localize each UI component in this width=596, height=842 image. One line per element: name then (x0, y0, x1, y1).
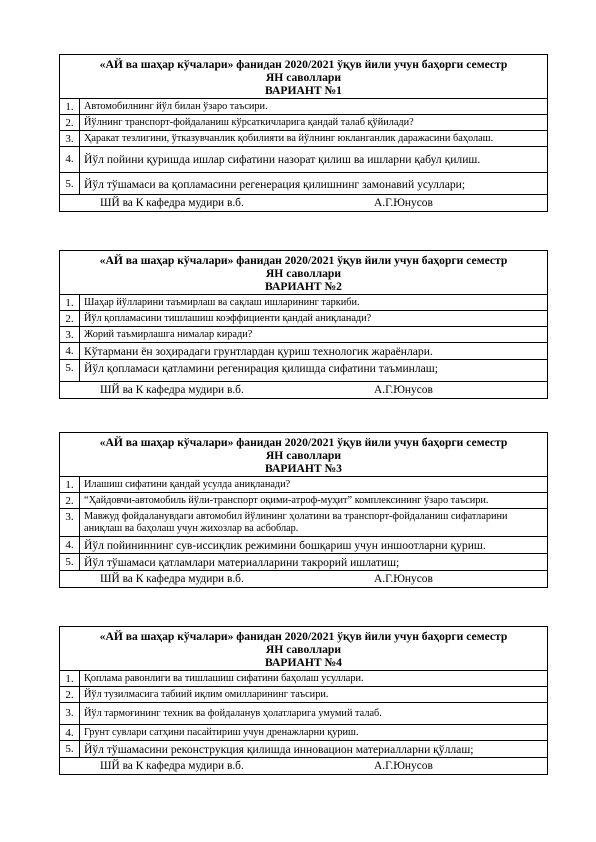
question-row (60, 147, 547, 173)
variant-number: ВАРИАНТ №3 (265, 462, 342, 475)
question-number: 5. (60, 360, 80, 381)
question-number: 4. (60, 537, 80, 553)
question-row (60, 115, 547, 131)
question-number: 2. (60, 115, 80, 130)
question-number: 3. (60, 703, 80, 724)
variant-number: ВАРИАНТ №1 (265, 84, 342, 97)
question-text: Ҳаракат тезлигини, ўтказувчанлик қобилияти ва йўлнинг юкланганлик даражасини баҳолаш. (84, 133, 494, 144)
course-title: «АЙ ва шаҳар кўчалари» фанидан 2020/2021 ўқув йили учун баҳорги семестр (99, 254, 508, 267)
question-row (60, 295, 547, 311)
variant-number: ВАРИАНТ №2 (265, 280, 342, 293)
signature-line (60, 195, 547, 211)
signer-role: ШЙ ва К кафедра мудири в.б. (100, 760, 244, 772)
question-number: 4. (60, 147, 80, 172)
question-text: Йўл тўшамаси қатламлари материалларини такрорий ишлатиш; (84, 556, 400, 569)
signer-role: ШЙ ва К кафедра мудири в.б. (100, 384, 244, 396)
signature-line (60, 382, 547, 398)
question-text: Илашиш сифатини қандай усулда аниқланади? (84, 479, 291, 490)
question-text: Қоплама равонлиги ва тишлашиш сифатини баҳолаш усуллари. (84, 673, 364, 684)
question-number: 4. (60, 343, 80, 359)
question-row (60, 493, 547, 509)
question-row (60, 671, 547, 687)
question-number: 1. (60, 295, 80, 310)
variant-header (60, 627, 547, 671)
question-row (60, 741, 547, 758)
question-text: Грунт сувлари сатҳини пасайтириш учун дренажларни қуриш. (84, 727, 359, 738)
signer-role: ШЙ ва К кафедра мудири в.б. (100, 197, 244, 209)
question-row (60, 509, 547, 537)
question-text: Йўл пойининнинг сув-иссиқлик режимини бошқариш учун иншоотларни қуриш. (84, 539, 486, 552)
question-row (60, 703, 547, 725)
question-row (60, 477, 547, 493)
variant-header (60, 251, 547, 295)
question-number: 1. (60, 99, 80, 114)
question-number: 2. (60, 493, 80, 508)
question-text: Йўл тузилмасига табиий иқлим омилларининг таъсири. (84, 689, 329, 700)
variant-header (60, 433, 547, 477)
signer-name: А.Г.Юнусов (374, 573, 433, 585)
question-number: 3. (60, 509, 80, 536)
signer-name: А.Г.Юнусов (374, 760, 433, 772)
question-text: Мавжуд фойдаланувдаги автомобил йўлининг ҳолатини ва транспорт-фойдаланиш сифатларини аниқлаш ва баҳолаш учун жихозлар ва асбоблар. (84, 511, 508, 534)
course-title: «АЙ ва шаҳар кўчалари» фанидан 2020/2021 ўқув йили учун баҳорги семестр (99, 58, 508, 71)
signer-role: ШЙ ва К кафедра мудири в.б. (100, 573, 244, 585)
question-row (60, 131, 547, 147)
variant-card-1 (59, 54, 548, 212)
question-text: Йўлнинг транспорт-фойдаланиш кўрсаткичларига қандай талаб қўйилади? (84, 117, 414, 128)
question-row (60, 343, 547, 360)
signature-line (60, 571, 547, 587)
question-number: 5. (60, 173, 80, 194)
question-row (60, 725, 547, 741)
variant-card-4 (59, 626, 548, 775)
variant-card-2 (59, 250, 548, 399)
question-text: Йўл тўшамасини реконструкция қилишда инновацион материалларни қўллаш; (84, 743, 474, 756)
question-row (60, 327, 547, 343)
question-row (60, 173, 547, 195)
question-text: “Ҳайдовчи-автомобиль йўли-транспорт оқими-атроф-муҳит” комплексининг ўзаро таъсири. (84, 495, 489, 506)
question-number: 2. (60, 687, 80, 702)
question-text: Йўл қопламасини тишлашиш коэффициенти қандай аниқланади? (84, 313, 372, 324)
question-text: Йўл тўшамаси ва қопламасини регенерация қилишнинг замонавий усуллари; (84, 178, 466, 191)
question-number: 3. (60, 327, 80, 342)
question-number: 1. (60, 671, 80, 686)
signature-line (60, 758, 547, 774)
exam-type: ЯН саволлари (265, 71, 342, 84)
variant-header (60, 55, 547, 99)
question-text: Автомобилнинг йўл билан ўзаро таъсири. (84, 101, 268, 112)
question-number: 1. (60, 477, 80, 492)
exam-type: ЯН саволлари (265, 449, 342, 462)
question-number: 5. (60, 741, 80, 757)
question-text: Кўтармани ён зоҳирадаги грунтлардан қуриш технологик жараёнлари. (84, 345, 433, 358)
question-number: 2. (60, 311, 80, 326)
question-row (60, 360, 547, 382)
question-text: Йўл қопламаси қатламини регенирация қилишда сифатини таъминлаш; (84, 362, 438, 375)
question-row (60, 537, 547, 554)
course-title: «АЙ ва шаҳар кўчалари» фанидан 2020/2021 ўқув йили учун баҳорги семестр (99, 630, 508, 643)
variant-card-3 (59, 432, 548, 588)
variant-number: ВАРИАНТ №4 (265, 656, 342, 669)
signer-name: А.Г.Юнусов (374, 197, 433, 209)
question-row (60, 554, 547, 571)
question-row (60, 687, 547, 703)
question-row (60, 311, 547, 327)
signer-name: А.Г.Юнусов (374, 384, 433, 396)
question-number: 3. (60, 131, 80, 146)
question-text: Йўл тармоғининг техник ва фойдаланув ҳолатларига умумий талаб. (84, 708, 382, 719)
question-text: Шаҳар йўлларини таъмирлаш ва сақлаш ишларининг таркиби. (84, 297, 360, 308)
question-text: Йўл пойини қуришда ишлар сифатини назорат қилиш ва ишларни қабул қилиш. (84, 153, 481, 166)
question-row (60, 99, 547, 115)
question-number: 4. (60, 725, 80, 740)
question-number: 5. (60, 554, 80, 570)
exam-type: ЯН саволлари (265, 267, 342, 280)
exam-type: ЯН саволлари (265, 643, 342, 656)
course-title: «АЙ ва шаҳар кўчалари» фанидан 2020/2021 ўқув йили учун баҳорги семестр (99, 436, 508, 449)
question-text: Жорий таъмирлашга нималар киради? (84, 329, 253, 340)
